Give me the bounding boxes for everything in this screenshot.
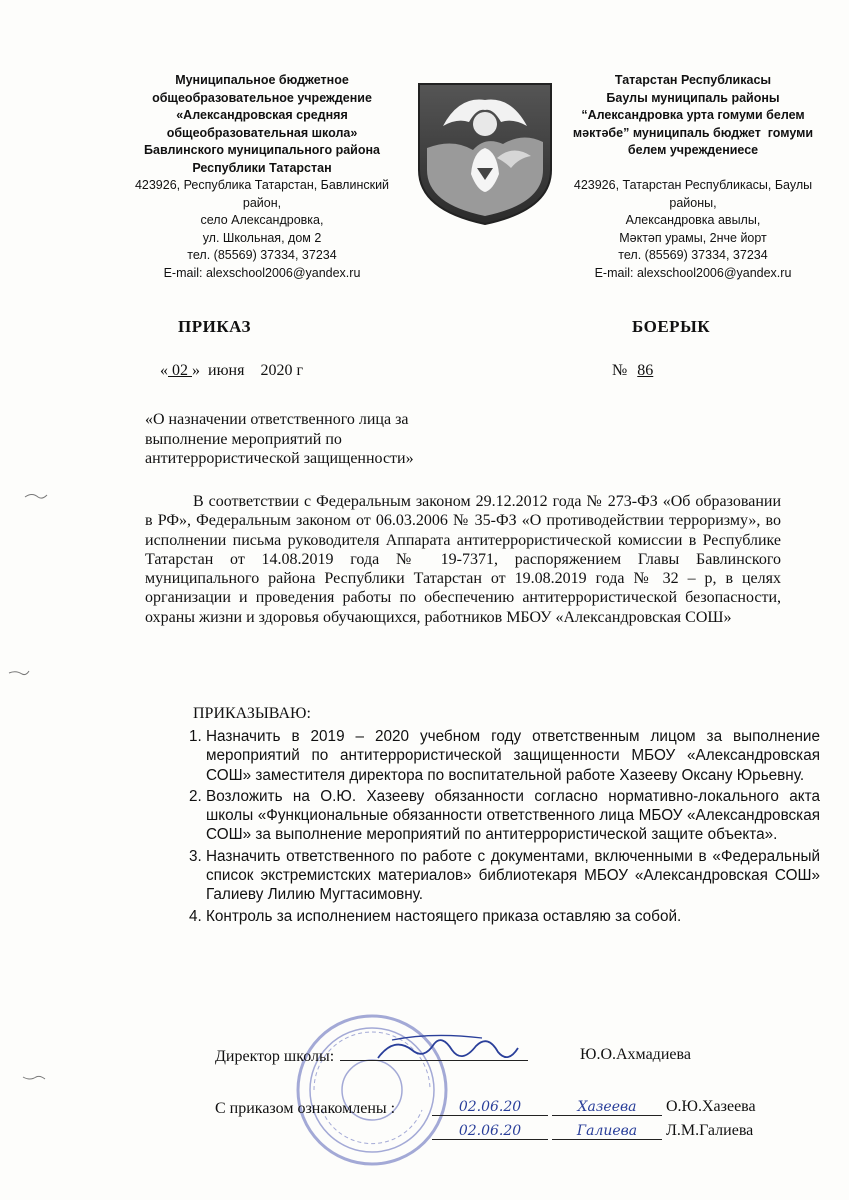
date-close-quote: »: [192, 362, 200, 379]
header-left-line: Муниципальное бюджетное: [175, 73, 349, 87]
director-signature-icon: [372, 1028, 522, 1072]
order-preamble: В соответствии с Федеральным законом 29.12.2012 года № 273-ФЗ «Об образовании в РФ», Федеральным законом от 06.03.2006 № 35-ФЗ «О противодействии терроризму», во исполнении письма руководителя Аппарата антитеррористической комиссии в Республике Татарстан от 14.08.2019 года № 19-7371, распоряжением Главы Бавлинского муниципального района Республики Татарстан от 19.08.2019 года № 32 – р, в целях организации и проведения работы по обеспечению антитеррористической безопасности, охраны жизни и здоровья обучающихся, работников МБОУ «Александровская СОШ»: [145, 493, 781, 626]
header-left-line: общеобразовательная школа»: [166, 125, 358, 140]
order-word: ПРИКАЗЫВАЮ:: [193, 705, 311, 722]
header-left-line: «Александровская средняя: [176, 108, 348, 122]
header-right-line: Баулы муниципаль районы: [606, 90, 780, 105]
order-item: 2. Возложить на О.Ю. Хазееву обязанности согласно нормативно-локального акта школы «Функциональные обязанности ответственного лица МБОУ «Александровская СОШ» за выполнение мероприятий по антитеррористической защите объекта».: [206, 787, 820, 845]
header-right-line: белем учреждениесе: [627, 143, 759, 157]
date-year: 2020 г: [260, 362, 303, 379]
header-left-address: 423926, Республика Татарстан, Бавлинский: [134, 178, 390, 192]
acknowledgement-label: С приказом ознакомлены :: [215, 1100, 396, 1117]
order-item: 4. Контроль за исполнением настоящего приказа оставляю за собой.: [206, 907, 820, 926]
order-item: 3. Назначить ответственного по работе с документами, включенными в «Федеральный список экстремистских материалов» библиотекаря МБОУ «Александровская СОШ» Галиеву Лилию Мугтасимовну.: [206, 847, 820, 905]
margin-mark-icon: [22, 1073, 46, 1083]
margin-mark-icon: [24, 491, 48, 501]
ack-signature: Хазеева: [552, 1099, 662, 1116]
title-boeryk: БОЕРЫК: [632, 317, 711, 336]
ack-name: О.Ю.Хазеева: [666, 1098, 756, 1115]
header-right-line: Татарстан Республикасы: [614, 73, 772, 87]
header-right-line: “Александровка урта гомуми белем: [581, 108, 805, 122]
director-role: Директор школы:: [215, 1048, 335, 1065]
order-date: [160, 362, 303, 380]
order-item: 1. Назначить в 2019 – 2020 учебном году ответственным лицом за выполнение мероприятий по антитеррористической защищенности МБОУ «Александровская СОШ» заместителя директора по воспитательной работе Хазееву Оксану Юрьевну.: [206, 727, 820, 785]
ack-signature: Галиева: [552, 1123, 662, 1140]
acknowledgement-entry: [432, 1122, 753, 1140]
header-left: [112, 72, 412, 282]
header-right-spacer: [548, 160, 838, 178]
number-sign: №: [612, 362, 628, 379]
header-right-line: мәктәбе” муниципаль бюджет гомуми: [572, 125, 814, 140]
header-left-email: E-mail: alexschool2006@yandex.ru: [163, 265, 361, 280]
header-left-line: Бавлинского муниципального района: [144, 143, 380, 157]
margin-mark-icon: [8, 668, 30, 678]
header-left-address: район,: [242, 195, 282, 210]
acknowledgement-entry: [432, 1098, 756, 1116]
date-open-quote: «: [160, 362, 168, 379]
director-name: Ю.О.Ахмадиева: [580, 1046, 691, 1063]
header-right-email: E-mail: alexschool2006@yandex.ru: [594, 265, 792, 280]
header-right-address: Александровка авылы,: [625, 213, 761, 227]
header-left-line: общеобразовательное учреждение: [152, 90, 372, 105]
title-prikaz: ПРИКАЗ: [178, 317, 251, 336]
number-value: 86: [637, 362, 654, 379]
coat-of-arms-icon: [413, 78, 557, 228]
ack-name: Л.М.Галиева: [666, 1122, 754, 1139]
ack-date: 02.06.20: [432, 1123, 548, 1140]
date-day: 02: [168, 362, 192, 379]
ack-date: 02.06.20: [432, 1099, 548, 1116]
order-subject: «О назначении ответственного лица за выполнение мероприятий по антитеррористической защищенности»: [145, 411, 414, 467]
header-right-address: 423926, Татарстан Республикасы, Баулы: [573, 178, 813, 192]
header-left-address: ул. Школьная, дом 2: [202, 230, 322, 245]
header-right-phone: тел. (85569) 37334, 37234: [618, 248, 768, 262]
header-left-line: Республики Татарстан: [192, 160, 332, 175]
header-right: [548, 72, 838, 282]
date-month: июня: [208, 362, 245, 379]
order-items: [170, 727, 820, 928]
header-right-address: Мәктәп урамы, 2нче йорт: [619, 230, 767, 245]
header-right-address: районы,: [669, 195, 717, 210]
order-number: [612, 362, 653, 380]
header-left-phone: тел. (85569) 37334, 37234: [187, 248, 337, 262]
header-left-address: село Александровка,: [200, 213, 324, 227]
